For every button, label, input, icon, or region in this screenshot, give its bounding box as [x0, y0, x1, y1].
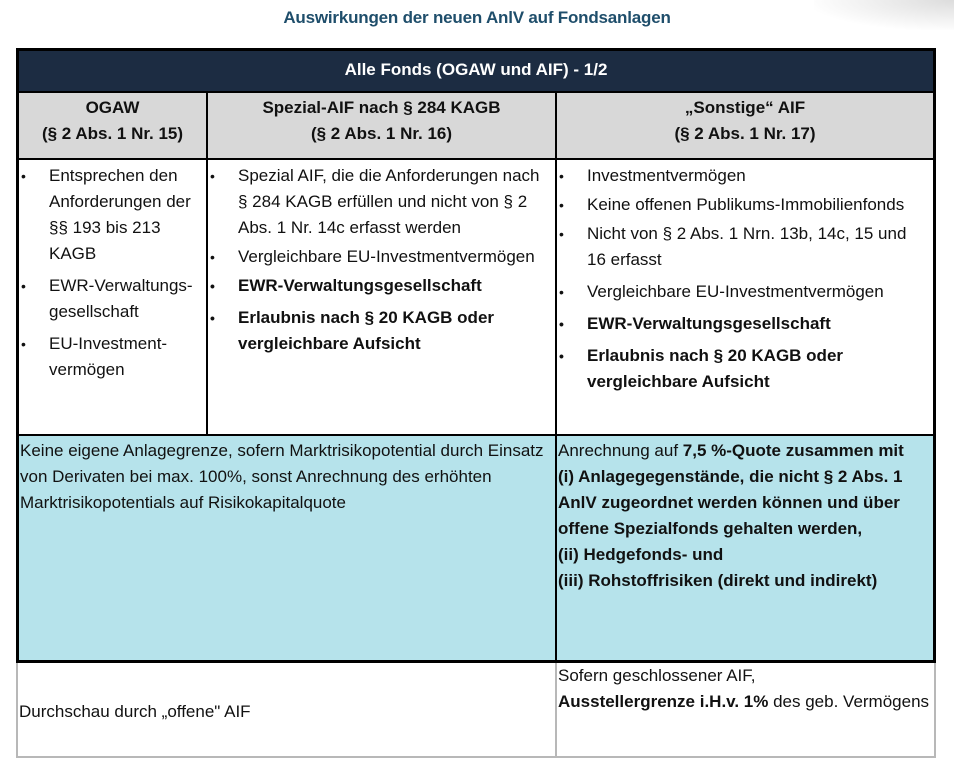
list-item: [557, 221, 929, 273]
limit-quote: 7,5 %-Quote zusammen mit: [682, 441, 904, 460]
lookthrough-row: [16, 663, 936, 758]
criterion-text: Investmentvermögen: [587, 166, 746, 185]
criteria-sonstige-aif: [557, 160, 936, 434]
lookthrough-text: Durchschau durch „offene" AIF: [19, 701, 251, 721]
bullet-icon: •: [559, 348, 564, 364]
column-header-spezial-aif: [208, 93, 557, 158]
column-header-title: Spezial-AIF nach § 284 KAGB: [262, 98, 501, 117]
list-item: [557, 163, 929, 189]
criterion-text: EWR-Verwaltungs-gesellschaft: [49, 276, 193, 321]
column-header-reference: (§ 2 Abs. 1 Nr. 15): [41, 124, 184, 143]
column-header-row: [16, 93, 936, 160]
limit-text: Keine eigene Anlagegrenze, sofern Marktrisikopotential durch Einsatz von Derivaten bei max. 100%, sonst Anrechnung des erhöhten Marktrisikopotentials auf Risikokapitalquote: [20, 441, 544, 512]
list-item: [19, 273, 202, 325]
list-item: [557, 311, 929, 337]
criterion-text: EWR-Verwaltungsgesellschaft: [587, 314, 831, 333]
bullet-icon: •: [210, 278, 215, 294]
list-item: [19, 331, 202, 383]
investment-limits-row: [16, 436, 936, 663]
lookthrough-left: [16, 663, 557, 756]
criterion-text: Keine offenen Publikums-Immobilienfonds: [587, 195, 905, 214]
column-header-title: OGAW: [85, 98, 140, 117]
limit-item-i: (i) Anlagegegenstände, die nicht § 2 Abs. 1 AnlV zugeordnet werden können und über offene Spezialfonds gehalten werden,: [558, 467, 903, 538]
criterion-text: Vergleichbare EU-Investmentvermögen: [587, 282, 884, 301]
criterion-text: Entsprechen den Anforderungen der §§ 193 bis 213 KAGB: [49, 166, 191, 263]
limit-sonstige: [557, 436, 936, 660]
criterion-text: Nicht von § 2 Abs. 1 Nrn. 13b, 14c, 15 und 16 erfasst: [587, 224, 907, 269]
limit-prefix: Anrechnung auf: [558, 441, 683, 460]
criteria-spezial-aif: [208, 160, 557, 434]
limit-item-iii: (iii) Rohstoffrisiken (direkt und indirekt): [558, 571, 878, 590]
column-header-reference: (§ 2 Abs. 1 Nr. 16): [310, 124, 453, 143]
criterion-text: Erlaubnis nach § 20 KAGB oder vergleichbare Aufsicht: [238, 308, 495, 353]
bullet-icon: •: [559, 168, 564, 184]
bullet-icon: •: [21, 278, 26, 294]
column-header-reference: (§ 2 Abs. 1 Nr. 17): [674, 124, 816, 143]
bullet-icon: •: [210, 249, 215, 265]
list-item: [208, 163, 551, 241]
list-item: [557, 343, 929, 395]
list-item: [208, 273, 551, 299]
issuer-limit-bold: Ausstellergrenze i.H.v. 1%: [558, 692, 769, 711]
bullet-icon: •: [559, 197, 564, 213]
page-title: Auswirkungen der neuen AnlV auf Fondsanlagen: [283, 8, 671, 27]
criterion-text: EWR-Verwaltungsgesellschaft: [238, 276, 482, 295]
criterion-text: Spezial AIF, die die Anforderungen nach § 284 KAGB erfüllen und nicht von § 2 Abs. 1 Nr. 14c erfasst werden: [238, 166, 540, 237]
bullet-icon: •: [210, 168, 215, 184]
list-item: [19, 163, 202, 267]
limit-item-ii: (ii) Hedgefonds- und: [558, 545, 724, 564]
fund-comparison-table: [16, 48, 936, 758]
bullet-icon: •: [21, 336, 26, 352]
column-header-ogaw: [16, 93, 208, 158]
bullet-icon: •: [21, 168, 26, 184]
list-item: [557, 279, 929, 305]
list-item: [208, 305, 551, 357]
column-header-sonstige-aif: [557, 93, 936, 158]
lookthrough-right: [557, 663, 936, 756]
criteria-ogaw: [16, 160, 208, 434]
bullet-icon: •: [559, 284, 564, 300]
lookthrough-condition: Sofern geschlossener AIF,: [558, 666, 756, 685]
criterion-text: Vergleichbare EU-Investmentvermögen: [238, 247, 535, 266]
issuer-limit-rest: des geb. Vermögens: [768, 692, 930, 711]
bullet-icon: •: [210, 310, 215, 326]
bullet-icon: •: [559, 316, 564, 332]
table-title: Alle Fonds (OGAW und AIF) - 1/2: [16, 48, 936, 93]
column-header-title: „Sonstige“ AIF: [684, 98, 806, 117]
bullet-icon: •: [559, 226, 564, 242]
criterion-text: Erlaubnis nach § 20 KAGB oder vergleichbare Aufsicht: [587, 346, 844, 391]
criterion-text: EU-Investment-vermögen: [49, 334, 168, 379]
list-item: [208, 244, 551, 270]
limit-ogaw-spezial: [16, 436, 557, 660]
issuer-limit-text: [558, 689, 934, 715]
list-item: [557, 192, 929, 218]
criteria-row: [16, 160, 936, 436]
